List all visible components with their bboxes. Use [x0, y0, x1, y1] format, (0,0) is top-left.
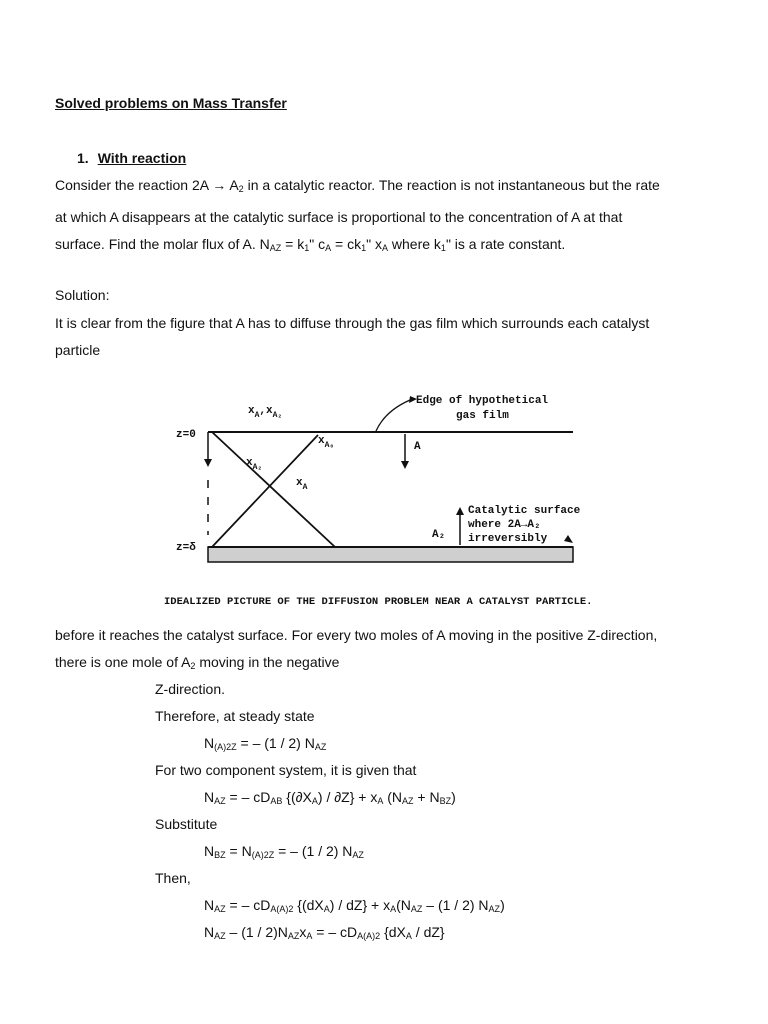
xa-xa2-label: $x_A,x_{A_2}$ [248, 405, 283, 420]
catalytic-label-line-2: where 2A→A₂ [468, 519, 541, 531]
catalytic-surface [208, 547, 573, 562]
a-arrow-label: A [414, 441, 421, 453]
equation-4: $N_{AZ}$ = – $cD_{A(A)2}$ $\{(dX_A) / dZ\} + x_A(N_{AZ} - (1 / 2)$ $N_{AZ}$) [204, 897, 505, 914]
zdelta-label: z=δ [176, 542, 196, 554]
problem-line-1: Consider the reaction $2A \to A_2$ in a catalytic reactor. The reaction is not instantaneous but the rate [55, 177, 660, 194]
solution-line-2: particle [55, 342, 101, 358]
catalytic-label-line-3: irreversibly [468, 533, 548, 545]
solution-line-1: It is clear from the figure that A has to diffuse through the gas film which surrounds each catalyst [55, 314, 650, 331]
solution-block [55, 282, 735, 365]
problem-line-3: surface. Find the molar flux of A. $N_{AZ} = k_1$" $c_A = ck_1$" $x_A$ where $k_1$" is a rate constant. [55, 236, 566, 253]
a-flux-arrow-icon [401, 461, 409, 469]
two-component-text: For two component system, it is given that [155, 762, 417, 778]
a2-arrow-label: A₂ [432, 529, 446, 541]
continuation-line-3: Z-direction. [155, 681, 226, 697]
problem-statement [55, 172, 735, 263]
pointer-arrow-icon [564, 535, 573, 543]
xa2-label: $x_{A_2}$ [246, 457, 263, 472]
solution-label: Solution: [55, 287, 110, 303]
a2-flux-arrow-icon [456, 507, 464, 515]
section-title: With reaction [97, 150, 187, 166]
continuation-line-2: there is one mole of $A_2$ moving in the negative [55, 654, 340, 671]
then-text: Then, [155, 870, 191, 886]
problem-line-2: at which A disappears at the catalytic surface is proportional to the concentration of A at that [55, 208, 623, 225]
section-heading [77, 150, 186, 166]
diffusion-figure [160, 385, 640, 610]
substitute-text: Substitute [155, 816, 218, 832]
continuation-line-1: before it reaches the catalyst surface. For every two moles of A moving in the positive Z-direction, [55, 627, 658, 643]
equation-3: $N_{BZ} = N_{(A)2Z}$ = – (1 / 2) $N_{AZ}$ [204, 843, 364, 860]
xa-profile-curve [212, 432, 335, 547]
steady-state-text: Therefore, at steady state [155, 708, 315, 724]
edge-label-line-2: gas film [456, 410, 509, 422]
catalytic-label-line-1: Catalytic surface [468, 505, 581, 517]
edge-label-line-1: Edge of hypothetical [416, 395, 549, 407]
equation-5: $N_{AZ} - (1 / 2)N_{AZ}x_A$ = – $cD_{A(A)2}$ $\{dX_A / dZ\}$ [204, 924, 445, 941]
page-title: Solved problems on Mass Transfer [55, 95, 287, 111]
equation-1: $N_{(A)2Z}$ = – (1 / 2) $N_{AZ}$ [204, 735, 327, 752]
figure-caption: IDEALIZED PICTURE OF THE DIFFUSION PROBLEM NEAR A CATALYST PARTICLE. [164, 596, 593, 608]
equation-2: $N_{AZ}$ = – $cD_{AB}$ $\{(\partial X_A) / \partial Z\} + x_A$ $(N_{AZ} + N_{BZ})$ [204, 789, 456, 806]
z0-label: z=0 [176, 429, 196, 441]
arrow-down-icon [204, 459, 212, 467]
section-number: 1. [77, 150, 89, 166]
xa-label: $x_A$ [296, 477, 308, 492]
xa0-label: $x_{A_0}$ [318, 435, 335, 450]
